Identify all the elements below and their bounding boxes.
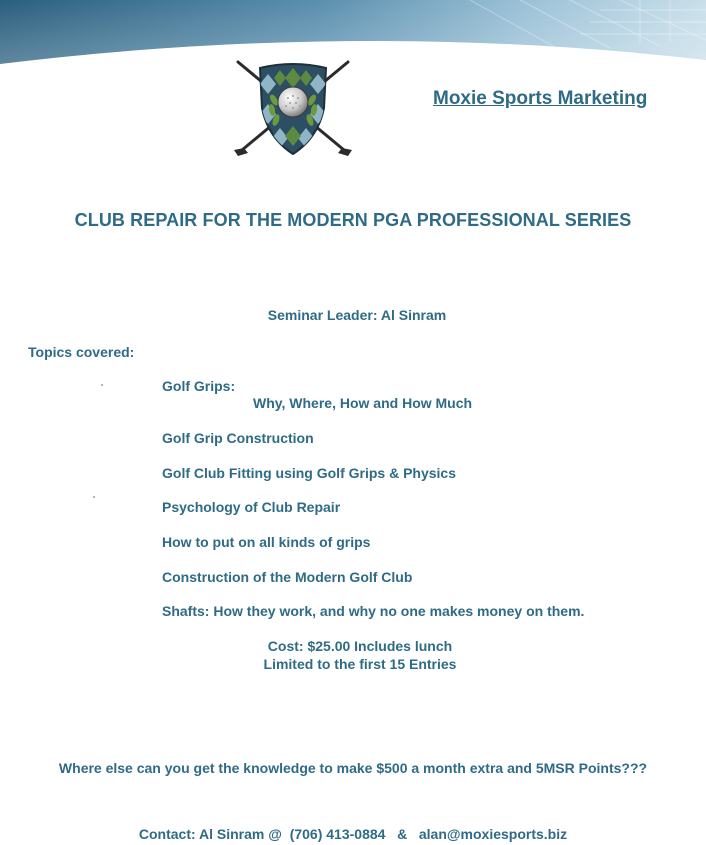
topic-item: Golf Grip Construction [162, 430, 314, 446]
cost-block [180, 637, 540, 673]
brand-name: Moxie Sports Marketing [433, 88, 648, 109]
topic-item: Golf Grips: [162, 378, 236, 394]
topic-item: Construction of the Modern Golf Club [162, 569, 413, 585]
seminar-leader: Seminar Leader: Al Sinram [267, 307, 447, 323]
series-title: CLUB REPAIR FOR THE MODERN PGA PROFESSIONAL SERIES [74, 210, 632, 230]
golf-crest-icon [232, 56, 354, 162]
scan-speck [93, 496, 95, 498]
topic-item: Psychology of Club Repair [162, 499, 341, 515]
tagline: Where else can you get the knowledge to make $500 a month extra and 5MSR Points??? [58, 760, 648, 776]
topic-subitem: Why, Where, How and How Much [253, 395, 473, 411]
contact-line: Contact: Al Sinram @ (706) 413-0884 & alan@moxiesports.biz [138, 826, 568, 842]
topic-item: Golf Club Fitting using Golf Grips & Physics [162, 465, 457, 481]
cost-line: Cost: $25.00 Includes lunch [267, 638, 453, 654]
scan-speck [101, 384, 103, 386]
topic-item: Shafts: How they work, and why no one makes money on them. [162, 603, 585, 619]
topic-item: How to put on all kinds of grips [162, 534, 371, 550]
topics-label: Topics covered: [28, 344, 135, 360]
entries-limit-line: Limited to the first 15 Entries [263, 656, 457, 672]
